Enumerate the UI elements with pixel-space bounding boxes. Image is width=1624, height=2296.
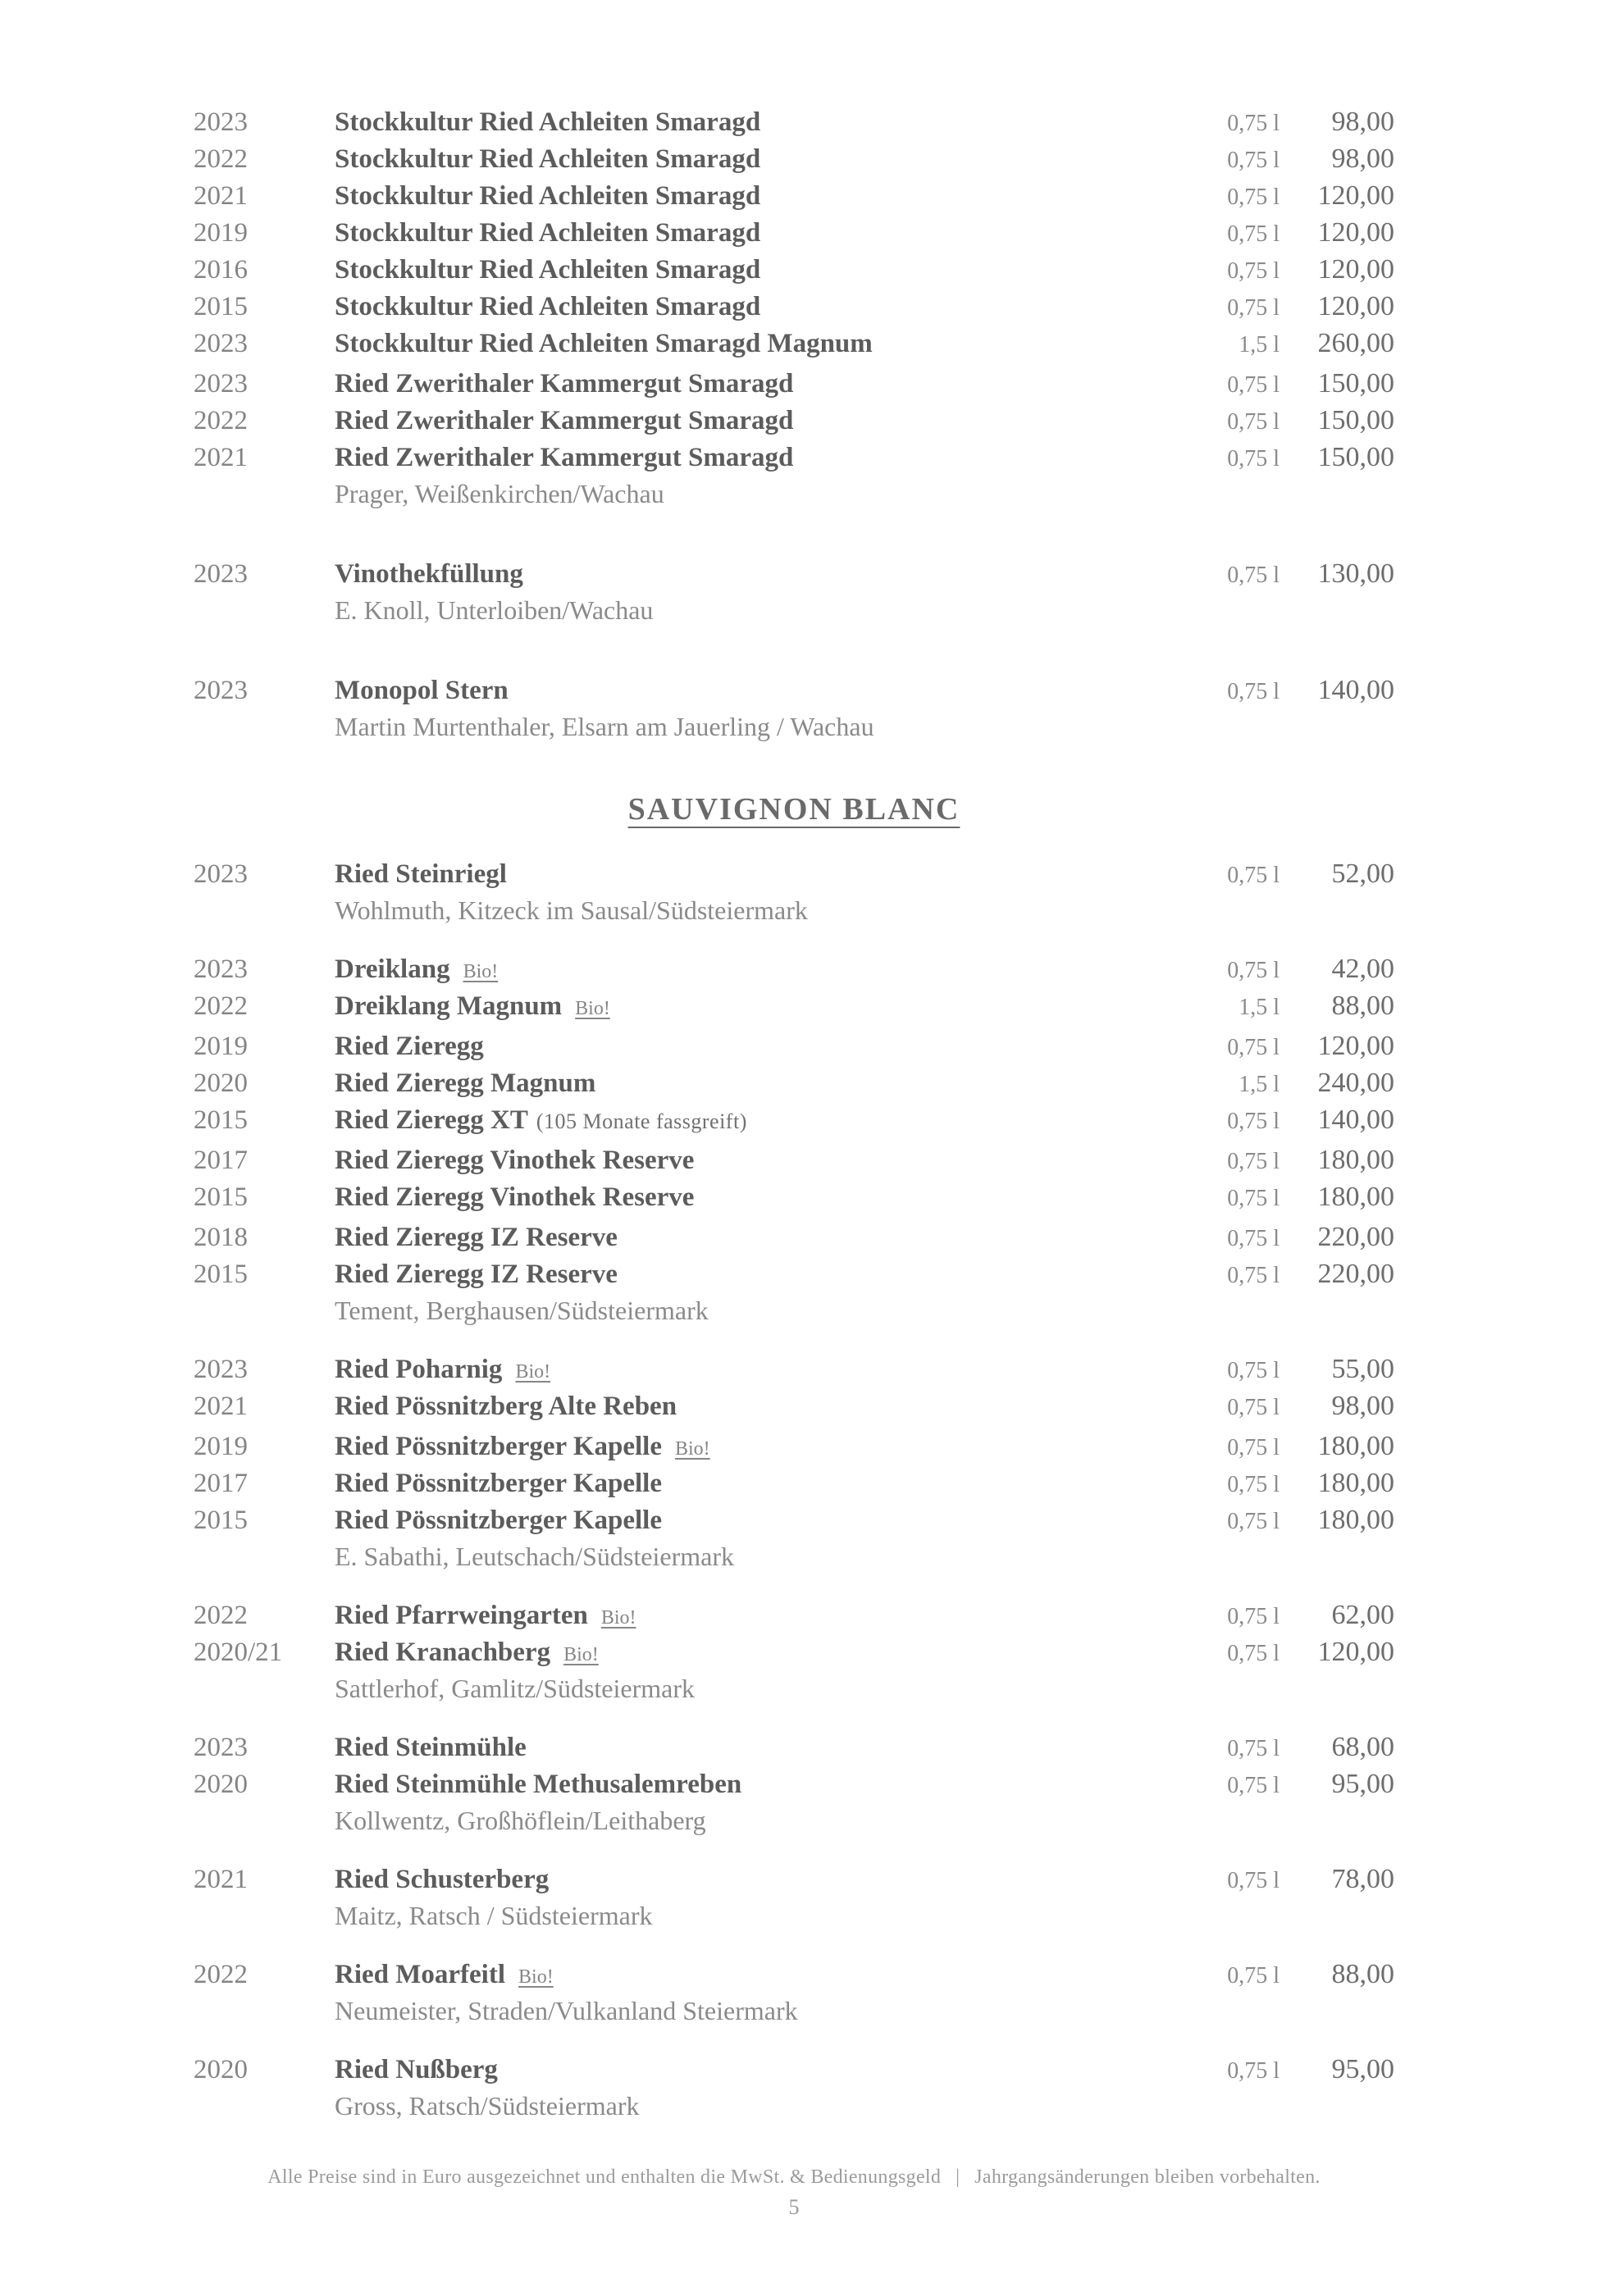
wine-section [194, 786, 1394, 2125]
price: 180,00 [1317, 1182, 1394, 1212]
producer-name: Neumeister, Straden/Vulkanland Steiermark [335, 1996, 798, 2025]
wine-row [194, 1765, 1394, 1802]
vintage: 2021 [194, 1865, 248, 1894]
wine-name: Ried Steinmühle Methusalemreben [335, 1770, 742, 1799]
wine-row [194, 1428, 1394, 1465]
bio-badge: Bio! [463, 961, 499, 982]
wine-name: Ried Zieregg [335, 1032, 484, 1061]
wine-block [194, 1729, 1394, 1839]
producer-row [194, 592, 1394, 629]
wine-name: Ried Steinriegl [335, 859, 507, 889]
bottle-size: 0,75 l [1227, 1358, 1280, 1383]
bottle-size: 0,75 l [1227, 1868, 1280, 1893]
bottle-size: 0,75 l [1227, 1509, 1280, 1534]
price: 220,00 [1317, 1222, 1394, 1252]
wine-row [194, 672, 1394, 708]
bio-badge: Bio! [563, 1644, 599, 1665]
wine-section [194, 103, 1394, 745]
wine-row [194, 950, 1394, 987]
vintage: 2023 [194, 329, 248, 358]
producer-row [194, 1993, 1394, 2029]
vintage: 2020 [194, 1068, 248, 1098]
wine-row [194, 1219, 1394, 1255]
price: 140,00 [1317, 1105, 1394, 1135]
wine-name: Stockkultur Ried Achleiten Smaragd [335, 144, 761, 174]
vintage: 2022 [194, 144, 248, 174]
footer-note-left: Alle Preise sind in Euro ausgezeichnet und enthalten die MwSt. & Bedienungsgeld [267, 2166, 942, 2188]
wine-name: Ried Steinmühle [335, 1733, 527, 1762]
wine-block [194, 103, 1394, 512]
bottle-size: 0,75 l [1227, 563, 1280, 588]
vintage: 2023 [194, 559, 248, 589]
wine-row [194, 1387, 1394, 1424]
wine-group [194, 1027, 1394, 1138]
vintage: 2022 [194, 991, 248, 1021]
producer-row [194, 1292, 1394, 1329]
price: 240,00 [1317, 1068, 1394, 1098]
price: 120,00 [1317, 254, 1394, 285]
wine-name: Stockkultur Ried Achleiten Smaragd [335, 107, 761, 137]
wine-name: Ried Zwerithaler Kammergut Smaragd [335, 369, 794, 399]
producer-row [194, 1670, 1394, 1707]
wine-group [194, 1141, 1394, 1215]
bottle-size: 0,75 l [1227, 863, 1280, 888]
wine-row [194, 214, 1394, 251]
producer-name: Martin Murtenthaler, Elsarn am Jauerling / Wachau [335, 712, 874, 741]
wine-name: Ried Zieregg Magnum [335, 1068, 596, 1098]
wine-row [194, 140, 1394, 177]
wine-row [194, 1956, 1394, 1993]
wine-name: Ried Zieregg IZ Reserve [335, 1260, 618, 1289]
wine-list [194, 103, 1394, 2125]
wine-row [194, 288, 1394, 325]
wine-row [194, 1141, 1394, 1178]
wine-group [194, 855, 1394, 929]
wine-row [194, 1861, 1394, 1897]
bottle-size: 0,75 l [1227, 1035, 1280, 1060]
wine-name: Ried Zieregg Vinothek Reserve [335, 1146, 695, 1175]
price: 88,00 [1331, 991, 1394, 1021]
wine-row [194, 1255, 1394, 1292]
wine-block [194, 855, 1394, 929]
wine-name: Ried Pössnitzberger Kapelle Bio! [335, 1432, 710, 1461]
wine-name: Stockkultur Ried Achleiten Smaragd [335, 292, 761, 321]
price: 180,00 [1317, 1468, 1394, 1498]
wine-group [194, 672, 1394, 745]
wine-group [194, 103, 1394, 362]
bio-badge: Bio! [600, 1607, 636, 1629]
wine-row [194, 177, 1394, 214]
vintage: 2017 [194, 1146, 248, 1175]
vintage: 2015 [194, 1105, 248, 1135]
price: 68,00 [1331, 1732, 1394, 1762]
vintage: 2023 [194, 954, 248, 984]
footer-note [194, 2166, 1394, 2189]
producer-row [194, 2088, 1394, 2125]
wine-group [194, 1597, 1394, 1707]
vintage: 2019 [194, 1432, 248, 1461]
wine-row [194, 365, 1394, 402]
price: 42,00 [1331, 954, 1394, 984]
bio-badge: Bio! [518, 1966, 554, 1988]
price: 78,00 [1331, 1864, 1394, 1894]
wine-name: Ried Schusterberg [335, 1865, 550, 1894]
wine-name: Ried Pössnitzberg Alte Reben [335, 1392, 677, 1421]
price: 120,00 [1317, 1637, 1394, 1667]
bottle-size: 0,75 l [1227, 1604, 1280, 1629]
bottle-size: 0,75 l [1227, 258, 1280, 284]
price: 52,00 [1331, 859, 1394, 889]
vintage: 2022 [194, 1601, 248, 1630]
bottle-size: 0,75 l [1227, 372, 1280, 398]
bottle-size: 0,75 l [1227, 1435, 1280, 1460]
wine-row [194, 1101, 1394, 1138]
wine-name: Vinothekfüllung [335, 559, 523, 589]
bottle-size: 0,75 l [1227, 1395, 1280, 1420]
wine-name: Ried Zwerithaler Kammergut Smaragd [335, 406, 794, 435]
wine-block [194, 555, 1394, 629]
price: 95,00 [1331, 2054, 1394, 2084]
price: 150,00 [1317, 368, 1394, 399]
wine-name: Ried Kranachberg Bio! [335, 1638, 599, 1667]
producer-name: Gross, Ratsch/Südsteiermark [335, 2091, 640, 2121]
wine-row [194, 555, 1394, 592]
producer-name: Sattlerhof, Gamlitz/Südsteiermark [335, 1674, 695, 1703]
wine-row [194, 402, 1394, 439]
price: 180,00 [1317, 1505, 1394, 1535]
price: 95,00 [1331, 1769, 1394, 1799]
price: 150,00 [1317, 405, 1394, 435]
wine-block [194, 1597, 1394, 1707]
price: 150,00 [1317, 442, 1394, 472]
bottle-size: 0,75 l [1227, 111, 1280, 136]
price: 120,00 [1317, 180, 1394, 211]
page-footer [194, 2166, 1394, 2220]
wine-name: Stockkultur Ried Achleiten Smaragd [335, 181, 761, 211]
vintage: 2020 [194, 2055, 248, 2084]
producer-name: Kollwentz, Großhöflein/Leithaberg [335, 1806, 706, 1835]
bottle-size: 0,75 l [1227, 1472, 1280, 1497]
vintage: 2020/21 [194, 1638, 283, 1667]
producer-row [194, 708, 1394, 745]
vintage: 2015 [194, 1182, 248, 1212]
vintage: 2019 [194, 218, 248, 248]
vintage: 2016 [194, 255, 248, 285]
bottle-size: 0,75 l [1227, 1149, 1280, 1174]
vintage: 2015 [194, 292, 248, 321]
bio-badge: Bio! [675, 1438, 710, 1460]
wine-name: Ried Zieregg Vinothek Reserve [335, 1182, 695, 1212]
bottle-size: 0,75 l [1227, 1186, 1280, 1211]
price: 260,00 [1317, 328, 1394, 358]
wine-name: Ried Nußberg [335, 2055, 498, 2084]
vintage: 2020 [194, 1770, 248, 1799]
footer-note-right: Jahrgangsänderungen bleiben vorbehalten. [974, 2166, 1321, 2188]
wine-group [194, 1729, 1394, 1839]
price: 120,00 [1317, 291, 1394, 321]
wine-row [194, 439, 1394, 476]
wine-row [194, 987, 1394, 1024]
wine-row [194, 1597, 1394, 1633]
price: 120,00 [1317, 217, 1394, 248]
producer-name: Tement, Berghausen/Südsteiermark [335, 1296, 709, 1325]
bottle-size: 0,75 l [1227, 446, 1280, 472]
section-heading: SAUVIGNON BLANC [627, 792, 960, 827]
bottle-size: 0,75 l [1227, 2058, 1280, 2084]
price: 88,00 [1331, 1959, 1394, 1989]
wine-group [194, 1861, 1394, 1934]
wine-row [194, 103, 1394, 140]
wine-row [194, 1064, 1394, 1101]
wine-group [194, 1351, 1394, 1424]
producer-name: Prager, Weißenkirchen/Wachau [335, 479, 664, 508]
vintage: 2021 [194, 181, 248, 211]
page-number: 5 [788, 2195, 800, 2219]
bottle-size: 0,75 l [1227, 1109, 1280, 1134]
vintage: 2021 [194, 443, 248, 472]
bio-badge: Bio! [515, 1361, 551, 1383]
wine-row [194, 1729, 1394, 1765]
wine-name: Ried Zieregg XT (105 Monate fassgreift) [335, 1105, 747, 1135]
vintage: 2019 [194, 1032, 248, 1061]
wine-note: (105 Monate fassgreift) [536, 1109, 747, 1133]
wine-row [194, 855, 1394, 892]
wine-block [194, 1956, 1394, 2029]
bottle-size: 0,75 l [1227, 148, 1280, 173]
price: 140,00 [1317, 675, 1394, 705]
price: 120,00 [1317, 1031, 1394, 1061]
vintage: 2023 [194, 859, 248, 889]
price: 62,00 [1331, 1600, 1394, 1630]
vintage: 2022 [194, 1960, 248, 1989]
bottle-size: 0,75 l [1227, 1263, 1280, 1288]
wine-group [194, 555, 1394, 629]
wine-row [194, 251, 1394, 288]
vintage: 2015 [194, 1506, 248, 1535]
vintage: 2023 [194, 1355, 248, 1384]
footer-divider: | [956, 2166, 960, 2188]
wine-name: Ried Pfarrweingarten Bio! [335, 1601, 636, 1630]
bottle-size: 0,75 l [1227, 1773, 1280, 1798]
producer-name: Wohlmuth, Kitzeck im Sausal/Südsteiermark [335, 895, 808, 925]
producer-row [194, 476, 1394, 512]
wine-row [194, 1027, 1394, 1064]
price: 180,00 [1317, 1145, 1394, 1175]
wine-row [194, 1501, 1394, 1538]
vintage: 2015 [194, 1260, 248, 1289]
wine-row [194, 1178, 1394, 1215]
producer-row [194, 1897, 1394, 1934]
wine-name: Ried Pössnitzberger Kapelle [335, 1506, 662, 1535]
bottle-size: 0,75 l [1227, 679, 1280, 704]
price: 55,00 [1331, 1354, 1394, 1384]
bottle-size: 1,5 l [1239, 332, 1280, 358]
wine-group [194, 1956, 1394, 2029]
wine-block [194, 1861, 1394, 1934]
price: 220,00 [1317, 1259, 1394, 1289]
price: 98,00 [1331, 1391, 1394, 1421]
wine-name: Ried Zwerithaler Kammergut Smaragd [335, 443, 794, 472]
wine-row [194, 325, 1394, 362]
vintage: 2018 [194, 1223, 248, 1252]
producer-row [194, 1538, 1394, 1575]
price: 98,00 [1331, 107, 1394, 137]
producer-name: E. Sabathi, Leutschach/Südsteiermark [335, 1542, 734, 1571]
wine-block [194, 1351, 1394, 1575]
producer-row [194, 1802, 1394, 1839]
wine-row [194, 2051, 1394, 2088]
wine-name: Stockkultur Ried Achleiten Smaragd Magnum [335, 329, 873, 358]
bottle-size: 0,75 l [1227, 1963, 1280, 1988]
wine-row [194, 1465, 1394, 1501]
wine-name: Ried Moarfeitl Bio! [335, 1960, 554, 1989]
vintage: 2023 [194, 107, 248, 137]
wine-group [194, 1219, 1394, 1329]
wine-block [194, 950, 1394, 1329]
bottle-size: 1,5 l [1239, 1072, 1280, 1097]
wine-group [194, 365, 1394, 512]
wine-row [194, 1351, 1394, 1387]
wine-name: Dreiklang Magnum Bio! [335, 991, 610, 1021]
producer-name: E. Knoll, Unterloiben/Wachau [335, 595, 654, 625]
producer-name: Maitz, Ratsch / Südsteiermark [335, 1901, 653, 1930]
wine-name: Stockkultur Ried Achleiten Smaragd [335, 255, 761, 285]
bottle-size: 0,75 l [1227, 184, 1280, 210]
bottle-size: 0,75 l [1227, 295, 1280, 321]
vintage: 2021 [194, 1392, 248, 1421]
producer-row [194, 892, 1394, 929]
wine-row [194, 1633, 1394, 1670]
vintage: 2023 [194, 676, 248, 705]
wine-name: Ried Pössnitzberger Kapelle [335, 1469, 662, 1498]
wine-name: Ried Zieregg IZ Reserve [335, 1223, 618, 1252]
bottle-size: 0,75 l [1227, 409, 1280, 435]
bio-badge: Bio! [575, 998, 610, 1019]
price: 130,00 [1317, 558, 1394, 589]
bottle-size: 0,75 l [1227, 221, 1280, 247]
wine-block [194, 672, 1394, 745]
wine-name: Monopol Stern [335, 676, 509, 705]
bottle-size: 0,75 l [1227, 958, 1280, 983]
bottle-size: 1,5 l [1239, 995, 1280, 1020]
bottle-size: 0,75 l [1227, 1641, 1280, 1666]
bottle-size: 0,75 l [1227, 1226, 1280, 1251]
wine-name: Stockkultur Ried Achleiten Smaragd [335, 218, 761, 248]
price: 180,00 [1317, 1431, 1394, 1461]
vintage: 2017 [194, 1469, 248, 1498]
price: 98,00 [1331, 144, 1394, 174]
bottle-size: 0,75 l [1227, 1736, 1280, 1761]
wine-group [194, 950, 1394, 1024]
wine-block [194, 2051, 1394, 2125]
vintage: 2022 [194, 406, 248, 435]
vintage: 2023 [194, 369, 248, 399]
wine-name: Dreiklang Bio! [335, 954, 499, 984]
wine-group [194, 2051, 1394, 2125]
wine-group [194, 1428, 1394, 1575]
vintage: 2023 [194, 1733, 248, 1762]
wine-name: Ried Poharnig Bio! [335, 1355, 551, 1384]
